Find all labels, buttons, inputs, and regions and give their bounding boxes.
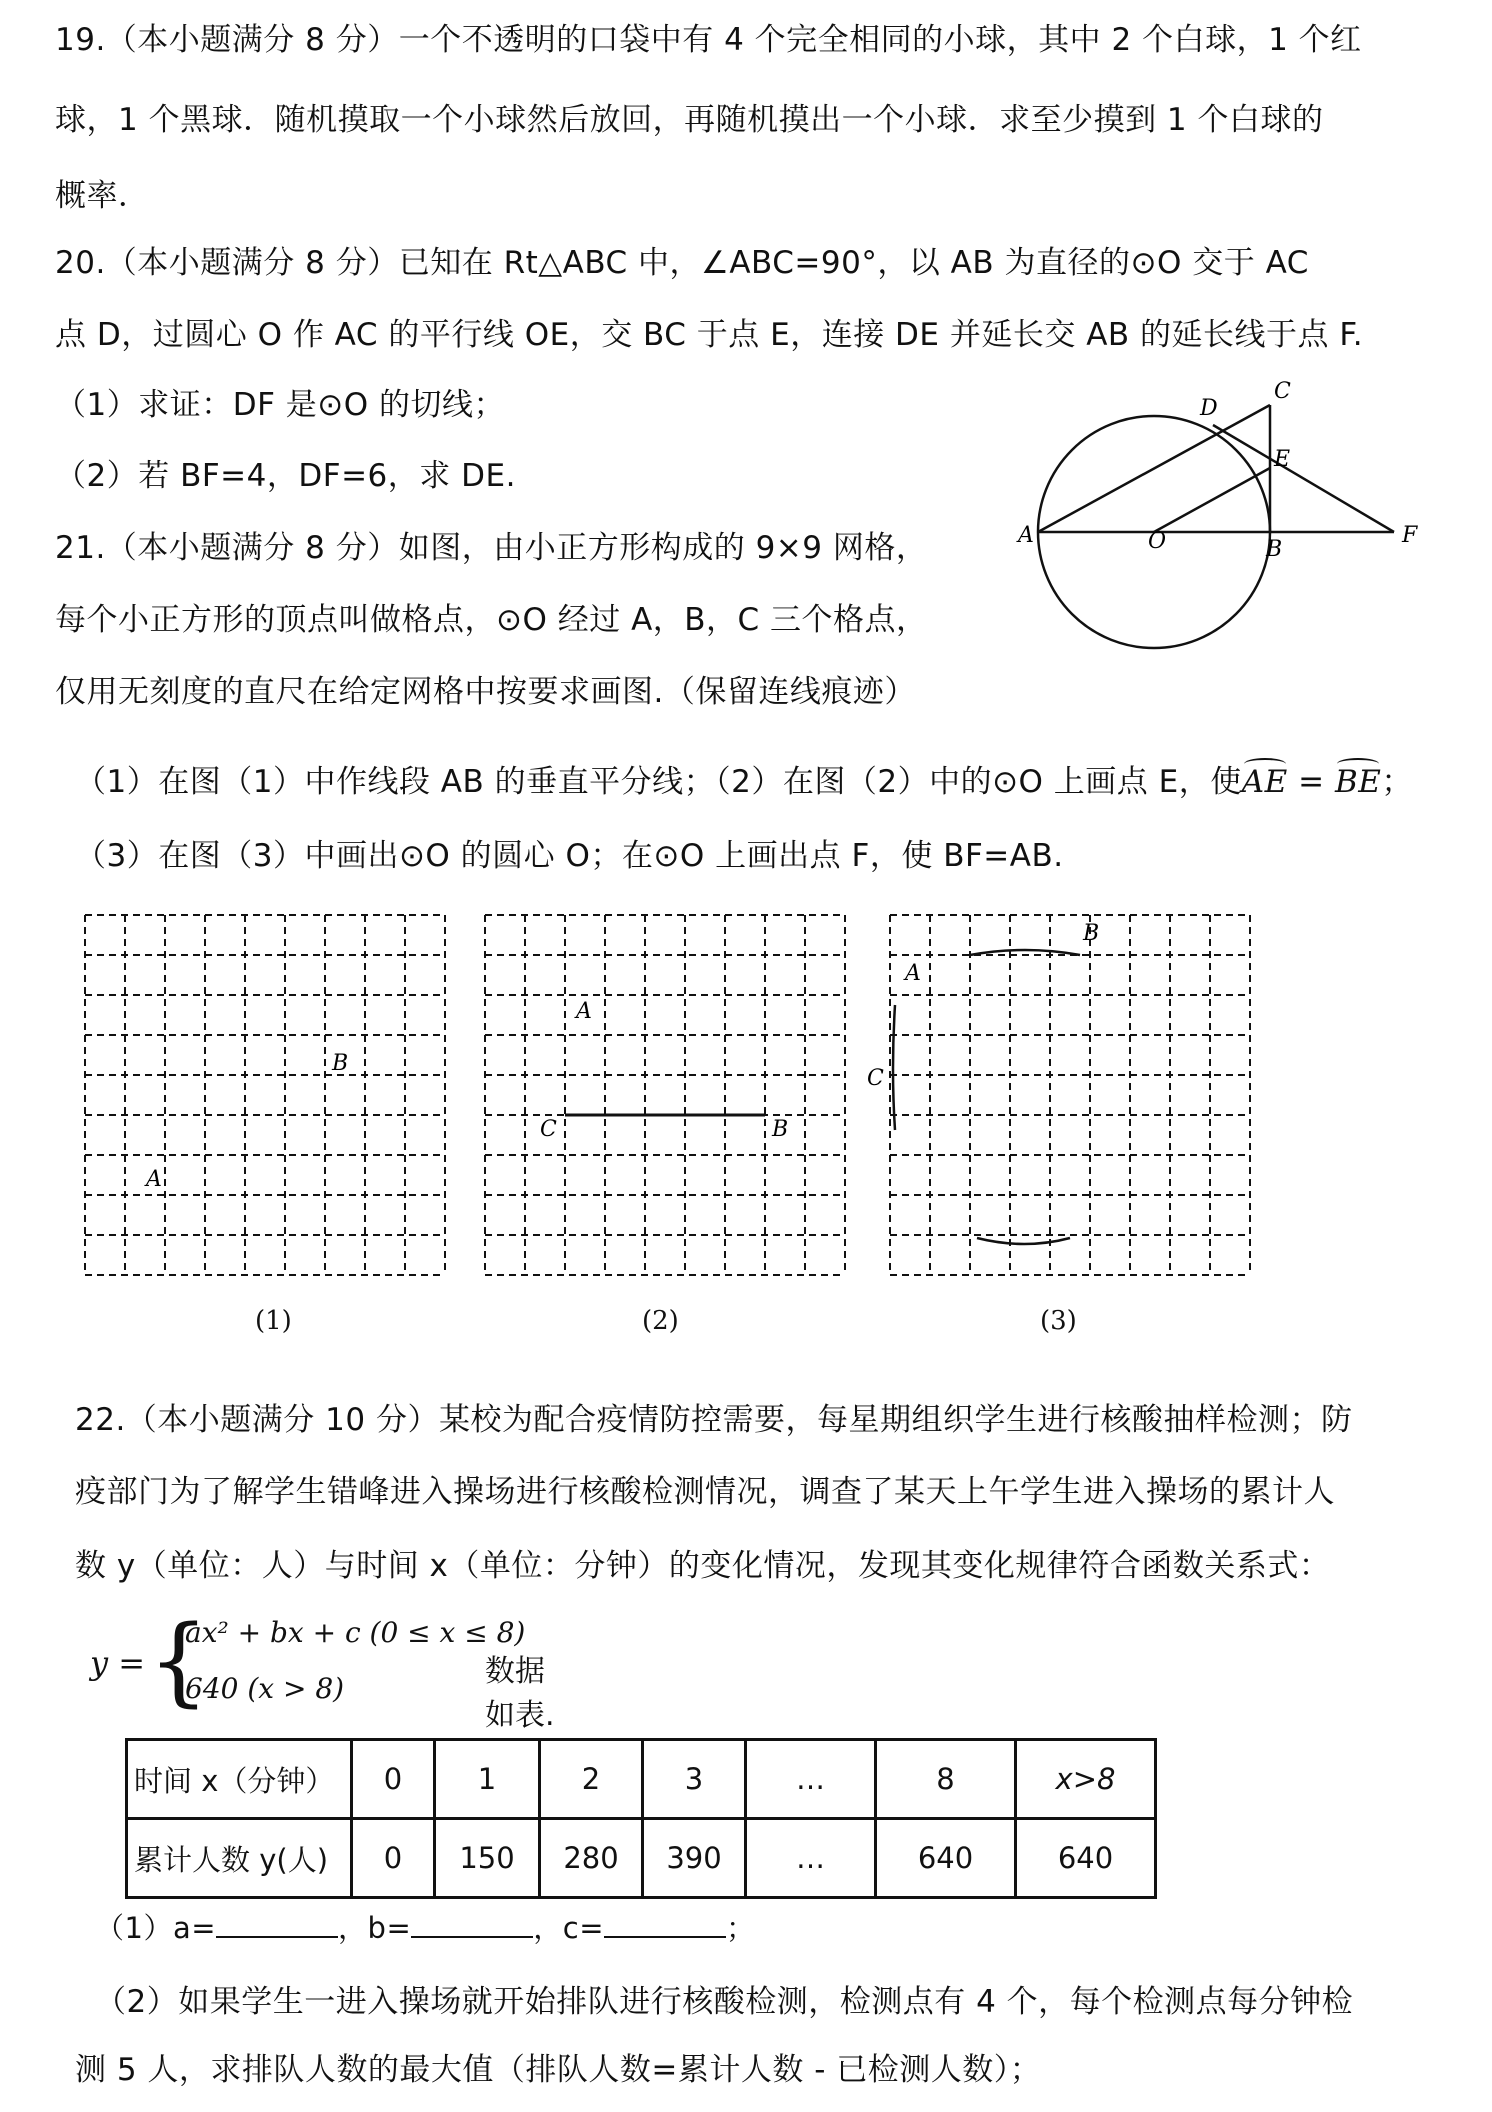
piecewise-formula: [90, 1605, 560, 1733]
table-row: [127, 1740, 1156, 1819]
formula-y: y =: [90, 1644, 146, 1682]
grid-caption-3: (3): [1040, 1306, 1077, 1336]
formula-piece-2: 640 (x > 8): [185, 1672, 345, 1705]
label-d: D: [1200, 396, 1218, 421]
grid-figure-1: [80, 910, 460, 1290]
q20-part-1: （1）求证：DF 是⊙O 的切线；: [55, 387, 506, 423]
q20-part-2: （2）若 BF=4，DF=6，求 DE.: [55, 458, 516, 494]
grid3-label-a: A: [905, 961, 921, 986]
arc-ae: [1242, 762, 1288, 802]
label-a: A: [1018, 523, 1034, 548]
table-row: [127, 1819, 1156, 1898]
q22-data-table: [125, 1738, 1157, 1899]
table-cell: …: [746, 1740, 876, 1819]
table-cell: 640: [876, 1819, 1016, 1898]
arc-be-text: BE: [1334, 764, 1382, 800]
q21-task-1-text: （1）在图（1）中作线段 AB 的垂直平分线；（2）在图（2）中的⊙O 上画点 E，使: [75, 764, 1242, 800]
grid3-label-c: C: [867, 1066, 884, 1091]
q22-line-1: 22.（本小题满分 10 分）某校为配合疫情防控需要，每星期组织学生进行核酸抽样检测；防: [75, 1402, 1353, 1438]
grid-caption-1: (1): [255, 1306, 292, 1336]
grid1-label-b: B: [332, 1051, 349, 1076]
table-cell: 640: [1016, 1819, 1156, 1898]
table-cell: …: [746, 1819, 876, 1898]
q22-part-2-line-1: （2）如果学生一进入操场就开始排队进行核酸检测，检测点有 4 个，每个检测点每分钟检: [95, 1984, 1354, 2020]
q19-line-3: 概率．: [55, 178, 150, 214]
label-c: C: [1274, 379, 1291, 404]
q21-task-2: （3）在图（3）中画出⊙O 的圆心 O；在⊙O 上画出点 F，使 BF=AB.: [75, 838, 1064, 874]
grid1-label-a: A: [146, 1167, 162, 1192]
grid2-label-a: A: [576, 999, 592, 1024]
label-b: B: [1266, 537, 1283, 562]
q20-circle-figure: [1010, 370, 1430, 670]
q22-part-1: [95, 1908, 756, 1948]
grid-figure-3: [865, 910, 1265, 1290]
q22-part-2-line-2: 测 5 人，求排队人数的最大值（排队人数=累计人数 - 已检测人数）；: [75, 2052, 1042, 2088]
q22-line-2: 疫部门为了解学生错峰进入操场进行核酸检测情况，调查了某天上午学生进入操场的累计人: [75, 1474, 1335, 1510]
table-cell: 0: [352, 1740, 435, 1819]
answer-blank-b[interactable]: [411, 1908, 533, 1938]
grid2-label-c: C: [540, 1117, 557, 1142]
q22-line-3: 数 y（单位：人）与时间 x（单位：分钟）的变化情况，发现其变化规律符合函数关系式：: [75, 1548, 1331, 1584]
grid-lines-3: [890, 915, 1250, 1275]
q21-line-2: 每个小正方形的顶点叫做格点，⊙O 经过 A，B，C 三个格点，: [55, 602, 928, 638]
q20-line-1: 20.（本小题满分 8 分）已知在 Rt△ABC 中，∠ABC=90°，以 AB 为直径的⊙O 交于 AC: [55, 245, 1309, 281]
table-cell: 150: [435, 1819, 540, 1898]
table-cell: 1: [435, 1740, 540, 1819]
q21-line-3: 仅用无刻度的直尺在给定网格中按要求画图.（保留连线痕迹）: [55, 674, 916, 710]
part-1-b-label: ，b=: [338, 1911, 412, 1945]
arc-ae-text: AE: [1241, 764, 1288, 800]
arc-near-c: [893, 1005, 895, 1130]
grid3-label-b: B: [1083, 921, 1100, 946]
table-cell: 390: [643, 1819, 746, 1898]
table-cell: 2: [540, 1740, 643, 1819]
answer-blank-a[interactable]: [216, 1908, 338, 1938]
grid-lines-2: [485, 915, 845, 1275]
table-header-cell: 累计人数 y(人): [127, 1819, 352, 1898]
part-1-a-label: （1）a=: [95, 1911, 217, 1945]
table-cell: 280: [540, 1819, 643, 1898]
table-cell: 8: [876, 1740, 1016, 1819]
q20-line-2: 点 D，过圆心 O 作 AC 的平行线 OE，交 BC 于点 E，连接 DE 并延长交 AB 的延长线于点 F.: [55, 317, 1364, 353]
q19-line-2: 球，1 个黑球．随机摸取一个小球然后放回，再随机摸出一个小球．求至少摸到 1 个白球的: [55, 102, 1324, 138]
table-cell: 3: [643, 1740, 746, 1819]
part-1-end: ；: [726, 1911, 756, 1945]
table-cell: 0: [352, 1819, 435, 1898]
arc-ae-mark: [1244, 758, 1286, 770]
grid-lines-1: [85, 915, 445, 1275]
table-cell: x>8: [1016, 1740, 1156, 1819]
label-e: E: [1274, 447, 1291, 472]
part-1-c-label: ，c=: [533, 1911, 604, 1945]
formula-after: 数据如表.: [485, 1654, 555, 1733]
label-f: F: [1402, 523, 1418, 548]
grid2-label-b: B: [772, 1117, 789, 1142]
task-1-end: ；: [1381, 764, 1413, 800]
arc-bottom: [977, 1238, 1070, 1244]
q19-line-1: 19.（本小题满分 8 分）一个不透明的口袋中有 4 个完全相同的小球，其中 2 个白球，1 个红: [55, 22, 1362, 58]
answer-blank-c[interactable]: [604, 1908, 726, 1938]
formula-brace: {: [148, 1605, 210, 1717]
arc-equals: =: [1287, 764, 1335, 800]
q21-line-1: 21.（本小题满分 8 分）如图，由小正方形构成的 9×9 网格，: [55, 530, 928, 566]
label-o: O: [1148, 529, 1167, 554]
table-header-cell: 时间 x（分钟）: [127, 1740, 352, 1819]
arc-be-mark: [1337, 758, 1379, 770]
q21-task-1: [75, 762, 1413, 802]
formula-piece-1: ax² + bx + c (0 ≤ x ≤ 8): [185, 1616, 526, 1649]
arc-be: [1335, 762, 1381, 802]
grid-caption-2: (2): [642, 1306, 679, 1336]
grid-figure-2: [480, 910, 860, 1290]
